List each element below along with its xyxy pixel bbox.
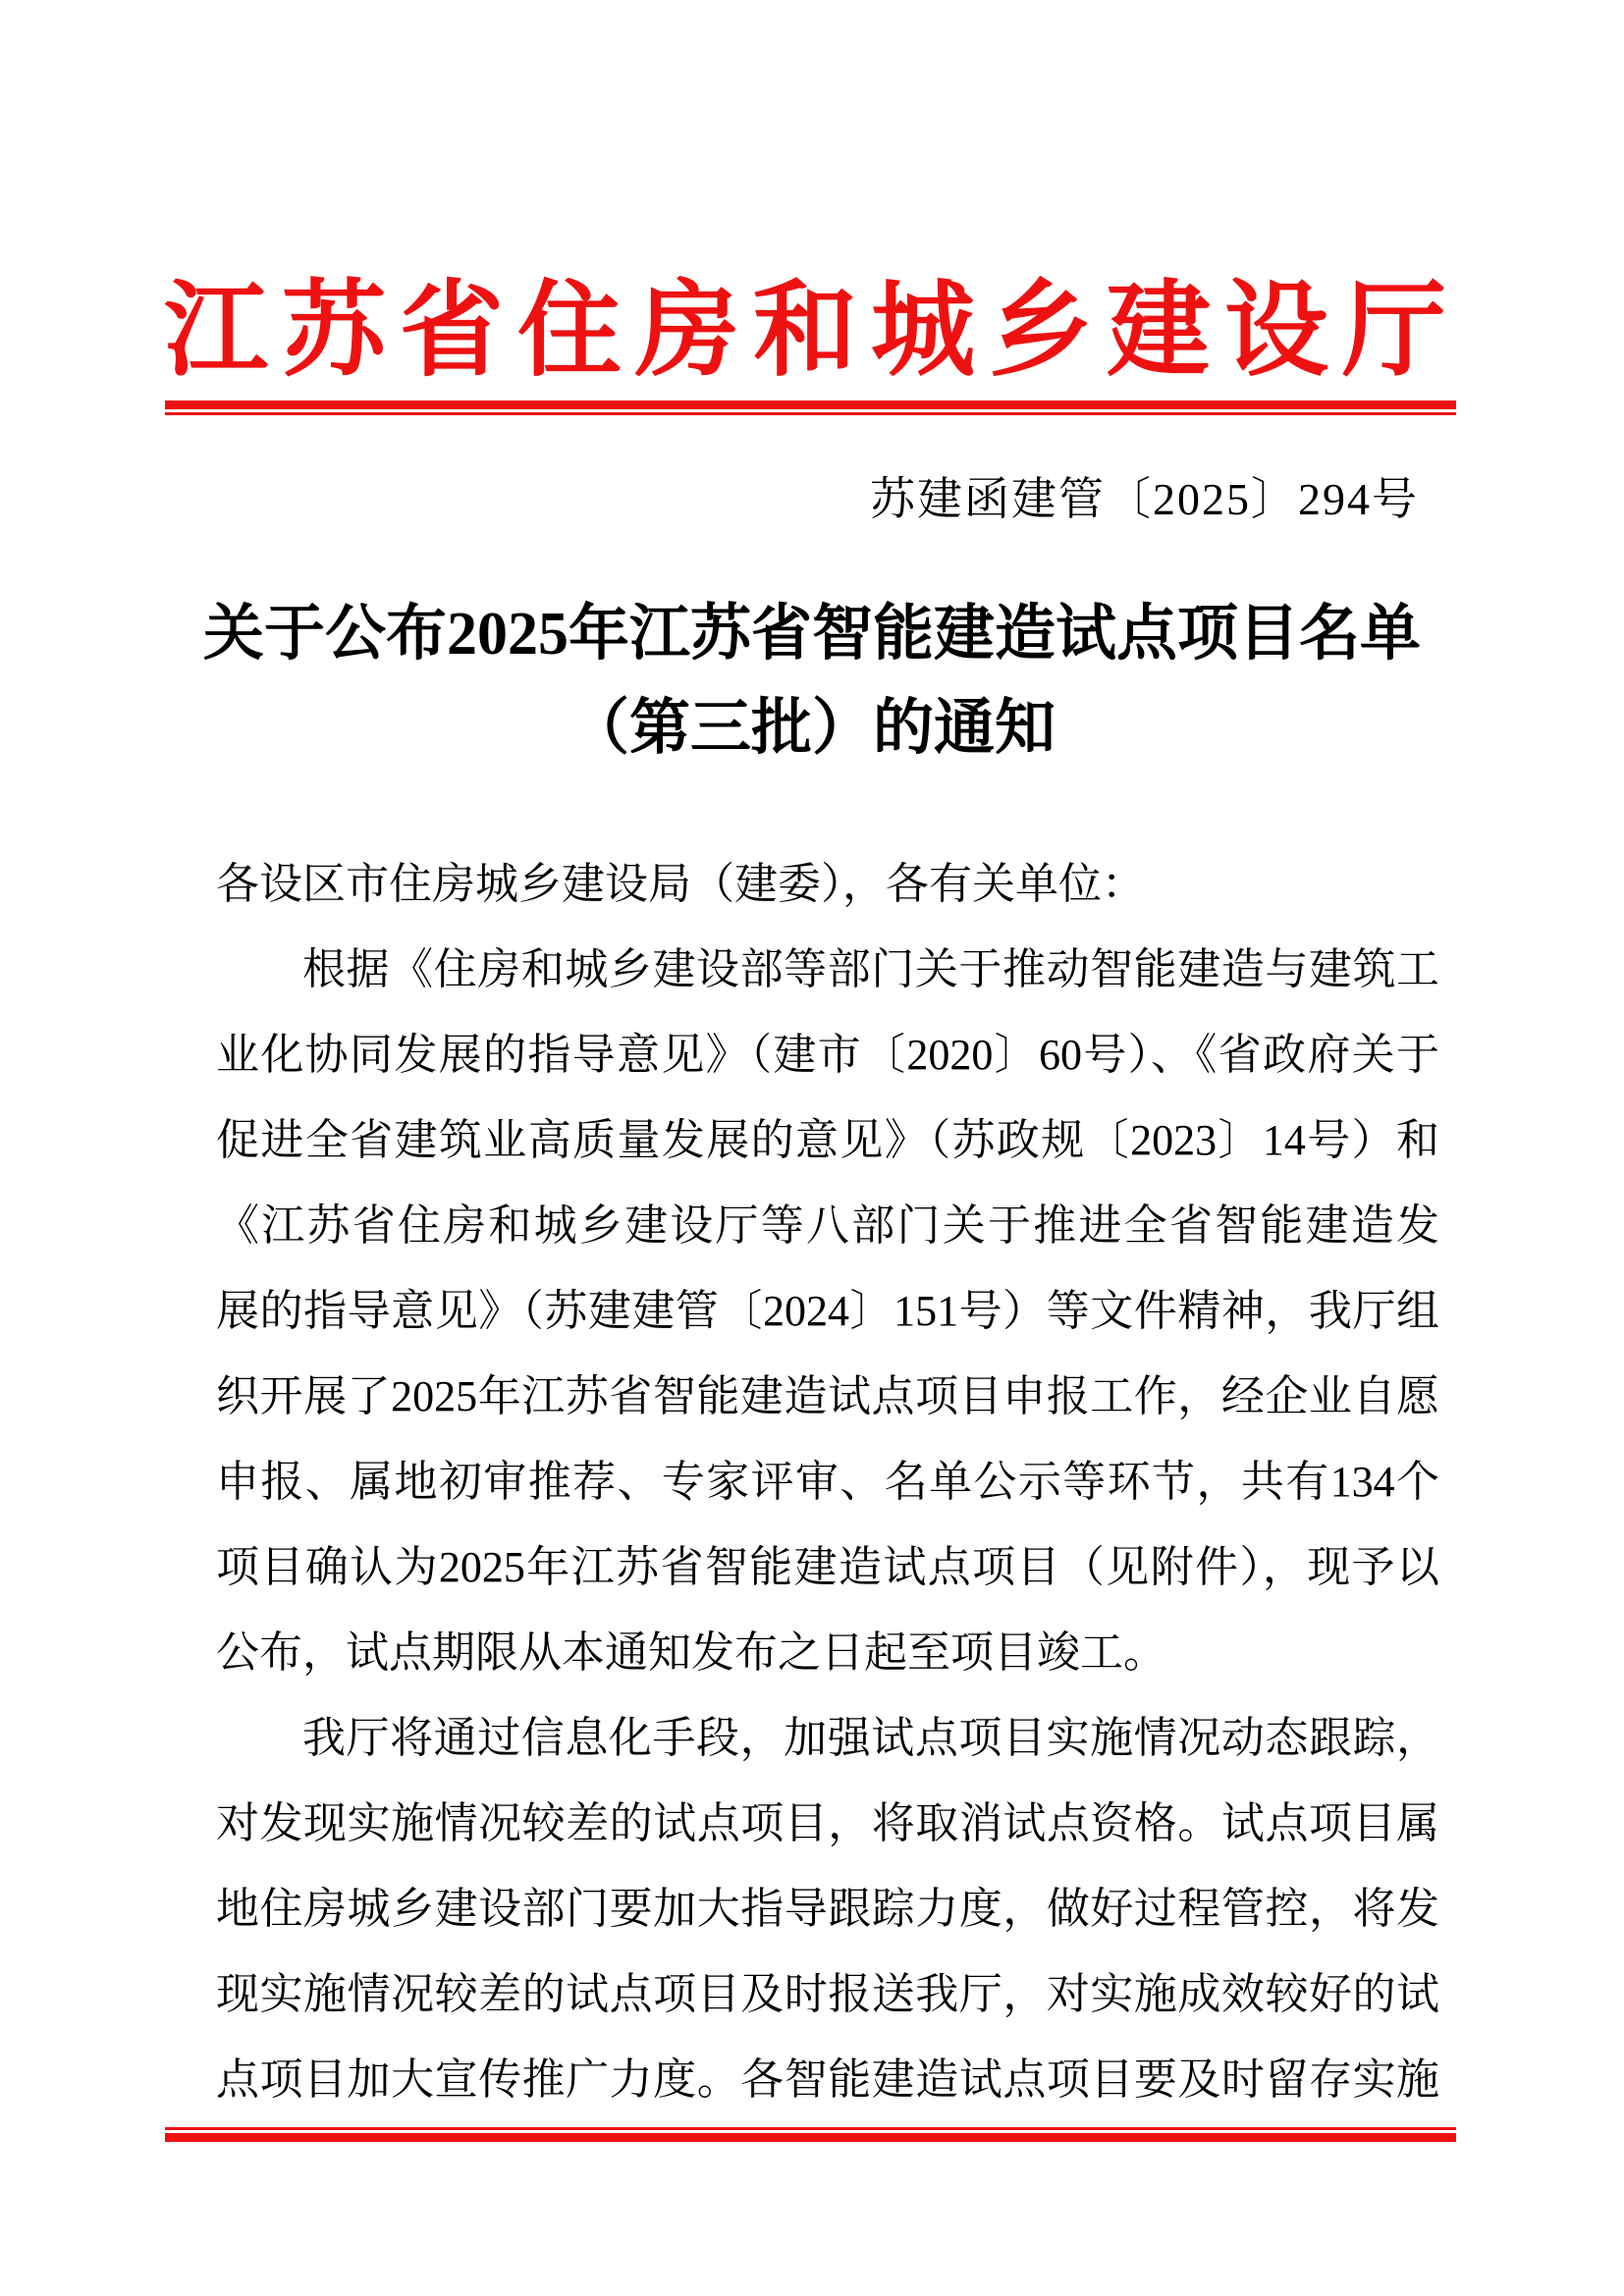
body-line: 《江苏省住房和城乡建设厅等八部门关于推进全省智能建造发 (216, 1201, 1439, 1250)
footer-divider-thick-line (165, 2133, 1456, 2142)
masthead-divider-thick-line (165, 400, 1456, 409)
notice-body (216, 841, 1439, 2122)
body-line: 点项目加大宣传推广力度。各智能建造试点项目要及时留存实施 (216, 2056, 1439, 2104)
notice-title-line-2: （第三批）的通知 (568, 695, 1056, 762)
body-line: 促进全省建筑业高质量发展的意见》（苏政规〔2023〕14号）和 (216, 1116, 1439, 1164)
body-line: 业化协同发展的指导意见》（建市〔2020〕60号）、《省政府关于 (216, 1031, 1439, 1079)
body-line: 公布，试点期限从本通知发布之日起至项目竣工。 (216, 1629, 1166, 1677)
salutation-line: 各设区市住房城乡建设局（建委），各有关单位： (216, 860, 1145, 908)
footer-divider (165, 2127, 1456, 2142)
body-line: 根据《住房和城乡建设部等部门关于推动智能建造与建筑工 (302, 945, 1439, 993)
body-line: 项目确认为2025年江苏省智能建造试点项目（见附件），现予以 (216, 1543, 1439, 1591)
notice-title (88, 587, 1536, 775)
footer-divider-thin-line (165, 2127, 1456, 2130)
body-line: 地住房城乡建设部门要加大指导跟踪力度，做好过程管控，将发 (216, 1885, 1439, 1933)
document-number: 苏建函建管〔2025〕294号 (870, 474, 1419, 524)
body-line: 展的指导意见》（苏建建管〔2024〕151号）等文件精神，我厅组 (216, 1287, 1439, 1335)
masthead-divider (165, 400, 1456, 415)
masthead-divider-thin-line (165, 412, 1456, 415)
body-line: 对发现实施情况较差的试点项目，将取消试点资格。试点项目属 (216, 1799, 1439, 1847)
body-line: 申报、属地初审推荐、专家评审、名单公示等环节，共有134个 (216, 1458, 1439, 1506)
body-line: 织开展了2025年江苏省智能建造试点项目申报工作，经企业自愿 (216, 1372, 1439, 1420)
agency-masthead-title: 江苏省住房和城乡建设厅 (164, 274, 1460, 389)
notice-title-line-1: 关于公布2025年江苏省智能建造试点项目名单 (202, 601, 1421, 667)
body-line: 我厅将通过信息化手段，加强试点项目实施情况动态跟踪， (302, 1714, 1439, 1762)
body-line: 现实施情况较差的试点项目及时报送我厅，对实施成效较好的试 (216, 1970, 1439, 2018)
